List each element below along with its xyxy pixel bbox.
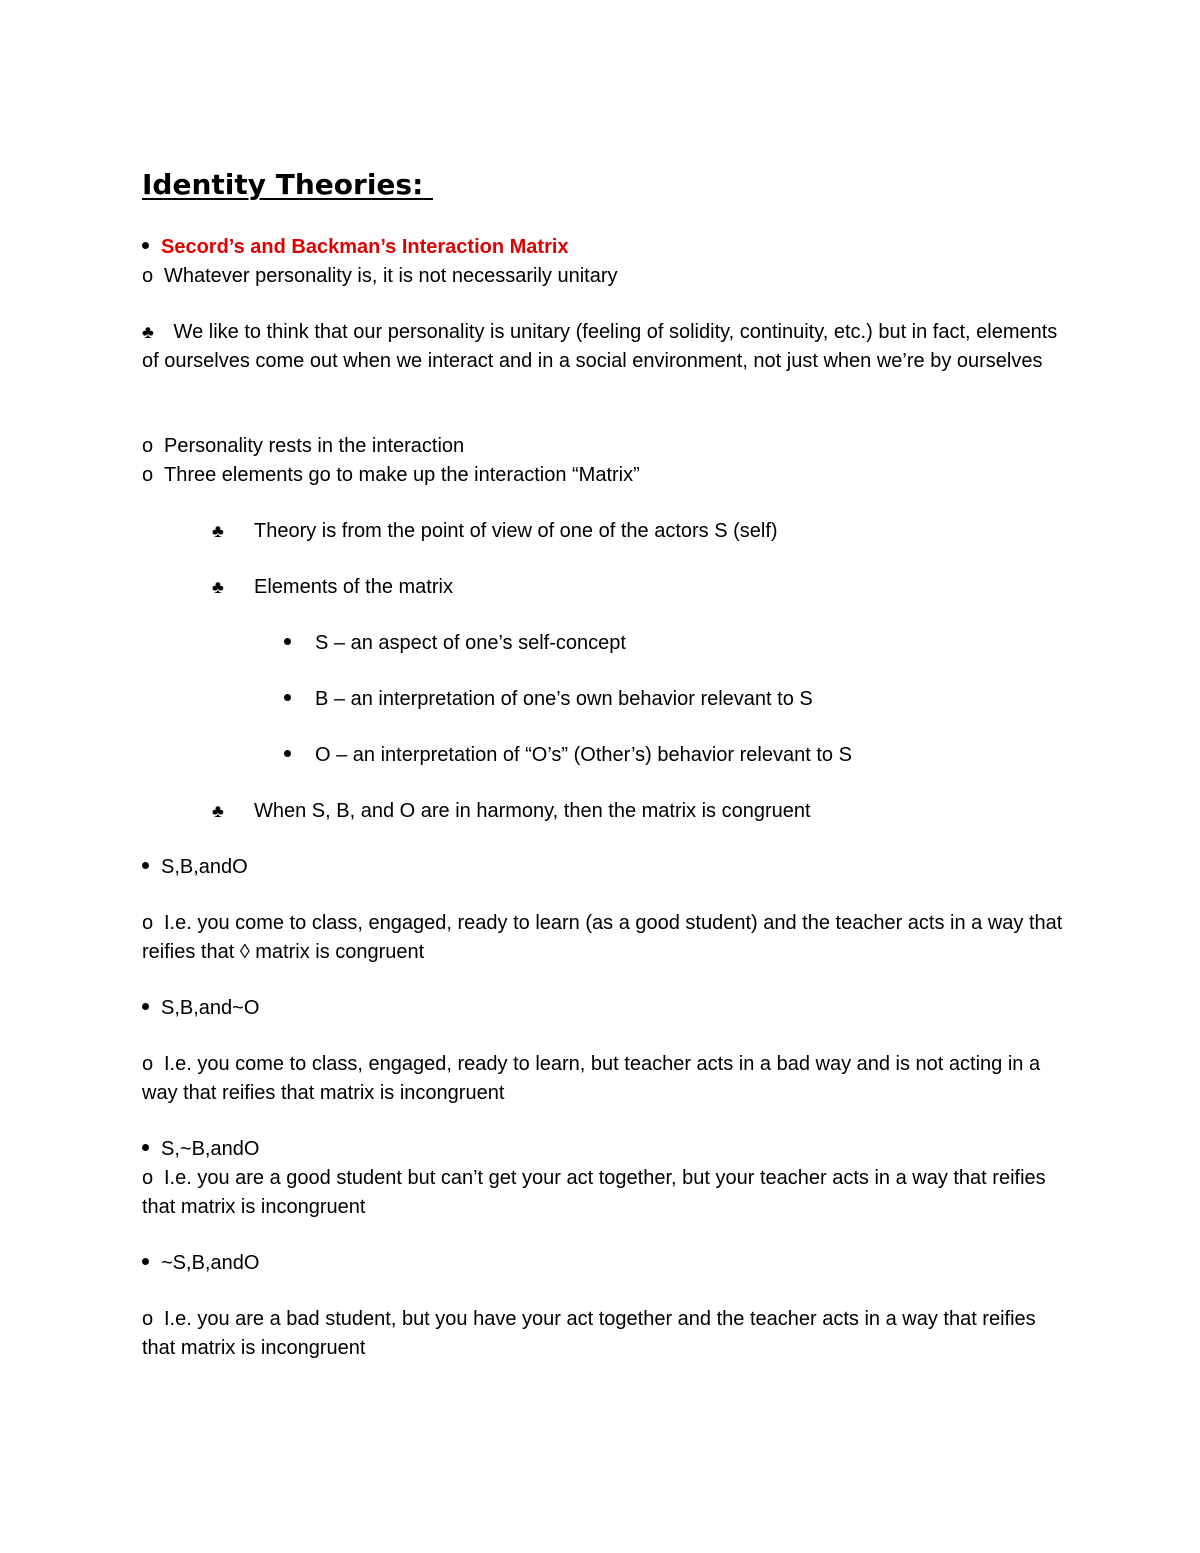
item-text: I.e. you come to class, engaged, ready to learn (as a good student) and the teacher acts in a way that reifies that (142, 912, 1063, 963)
item-text: Personality rests in the interaction (164, 435, 465, 457)
list-item-heading (142, 233, 569, 262)
item-text: I.e. you come to class, engaged, ready to learn, but teacher acts in a bad way and is not acting in a way that reifies that matrix is incongruent (142, 1053, 1041, 1104)
section-heading: Secord’s and Backman’s Interaction Matrix (161, 236, 569, 258)
item-text: Three elements go to make up the interaction “Matrix” (164, 464, 640, 486)
circle-marker: o (142, 265, 154, 287)
list-item-case1 (142, 853, 248, 882)
sub-sub-item-dot2 (284, 685, 813, 714)
bullet-icon (142, 862, 149, 869)
item-text: Elements of the matrix (254, 576, 453, 598)
bullet-icon (142, 1144, 149, 1151)
item-text: S,B,andO (161, 856, 248, 878)
bullet-icon (142, 1258, 149, 1265)
circle-marker: o (142, 1308, 154, 1330)
bullet-icon (142, 1003, 149, 1010)
circle-marker: o (142, 1167, 154, 1189)
diamond-icon: ◊ (239, 941, 250, 963)
item-text: Whatever personality is, it is not necessarily unitary (164, 265, 618, 287)
item-text: matrix is congruent (249, 941, 425, 963)
circle-marker: o (142, 464, 154, 486)
item-text: ~S,B,andO (161, 1252, 260, 1274)
item-text: I.e. you are a good student but can’t get your act together, but your teacher acts in a way that reifies that matrix is incongruent (142, 1167, 1046, 1218)
bullet-icon (284, 638, 291, 645)
club-icon: ♣ (212, 577, 224, 597)
list-item-o3 (142, 461, 640, 490)
sub-sub-item-dot3 (284, 741, 852, 770)
list-item-o2 (142, 432, 464, 461)
list-item-case4 (142, 1249, 259, 1278)
bullet-icon (142, 242, 149, 249)
bullet-icon (284, 694, 291, 701)
sub-item-club1 (212, 517, 778, 546)
item-text: S,B,and~O (161, 997, 260, 1019)
list-item-o1 (142, 262, 618, 291)
item-text: S,~B,andO (161, 1138, 260, 1160)
list-item-case1-detail (142, 909, 1072, 967)
item-text: S – an aspect of one’s self-concept (315, 632, 626, 654)
list-item-case2 (142, 994, 259, 1023)
circle-marker: o (142, 912, 154, 934)
page-title: Identity Theories: (142, 168, 434, 201)
item-text: B – an interpretation of one’s own behavior relevant to S (315, 688, 813, 710)
list-item-club1 (142, 318, 1072, 376)
bullet-icon (284, 750, 291, 757)
club-icon: ♣ (212, 521, 224, 541)
item-text: When S, B, and O are in harmony, then the matrix is congruent (254, 800, 811, 822)
club-icon: ♣ (142, 322, 154, 342)
item-text: I.e. you are a bad student, but you have your act together and the teacher acts in a way that reifies that matrix is incongruent (142, 1308, 1036, 1359)
item-text: Theory is from the point of view of one of the actors S (self) (254, 520, 778, 542)
sub-item-club3 (212, 797, 811, 826)
list-item-case4-detail (142, 1305, 1072, 1363)
list-item-case3-detail (142, 1164, 1072, 1222)
sub-item-club2 (212, 573, 453, 602)
item-text: We like to think that our personality is unitary (feeling of solidity, continuity, etc.) but in fact, elements of ourselves come out when we interact and in a social environment, not just when we’re by ourselves (142, 321, 1058, 372)
sub-sub-item-dot1 (284, 629, 626, 658)
club-icon: ♣ (212, 801, 224, 821)
circle-marker: o (142, 435, 154, 457)
list-item-case3 (142, 1135, 259, 1164)
list-item-case2-detail (142, 1050, 1072, 1108)
circle-marker: o (142, 1053, 154, 1075)
item-text: O – an interpretation of “O’s” (Other’s) behavior relevant to S (315, 744, 852, 766)
